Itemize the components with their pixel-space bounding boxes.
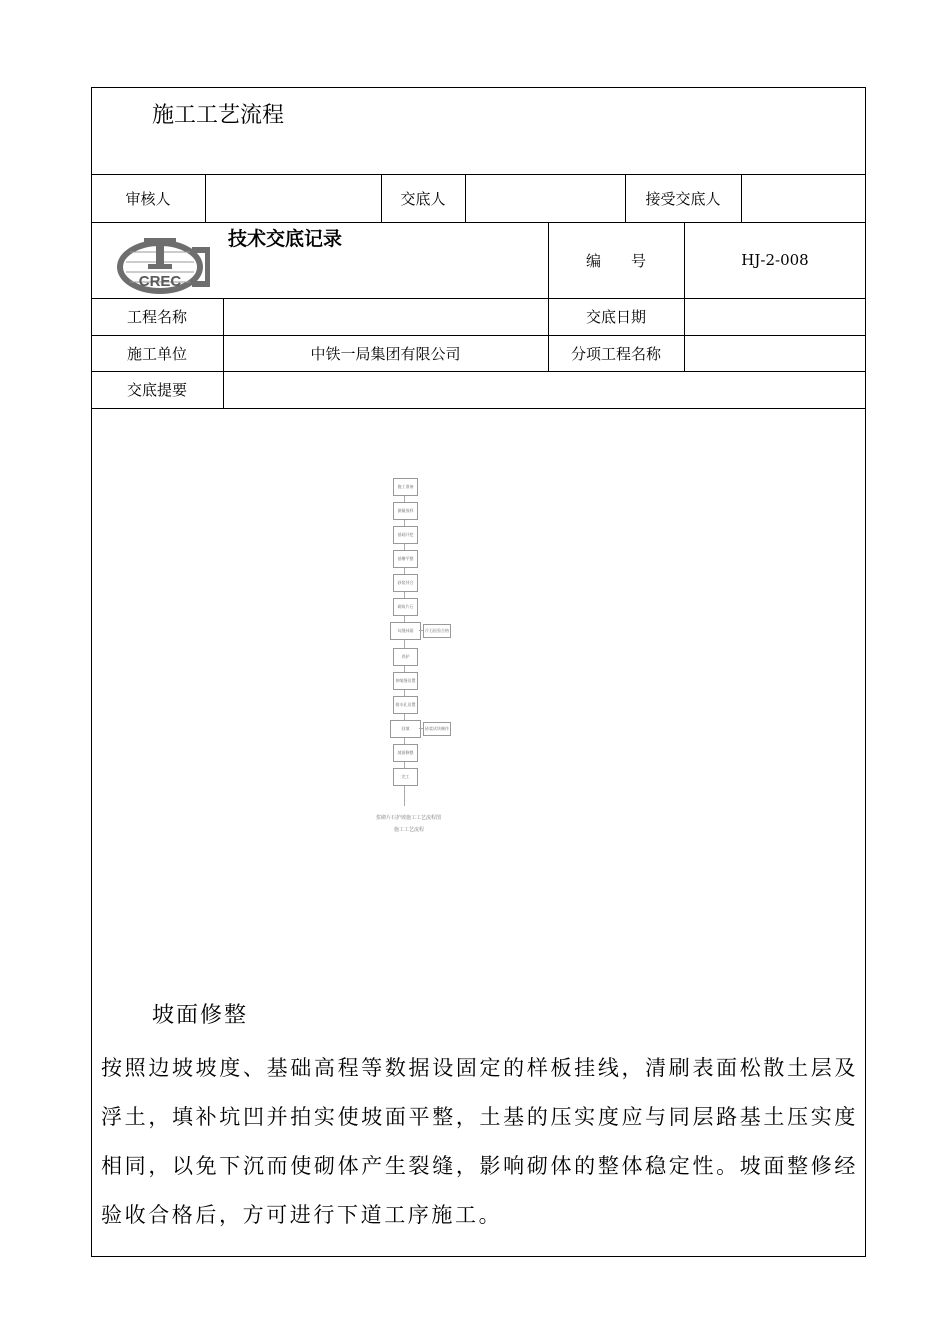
reviewer-label: 审核人 [125,189,171,208]
discloser-field[interactable] [465,174,625,222]
subproject-label: 分项工程名称 [570,344,661,363]
flow-step: 砂浆拌合 [393,574,418,592]
flow-side-note: 片石检验合格 [423,624,451,638]
flow-step: 回填 [390,720,421,738]
flow-step: 基槽平整 [393,550,418,568]
crec-logo-icon [114,232,210,294]
flow-step: 排水孔设置 [393,696,418,714]
project-name-field[interactable] [223,298,548,335]
flow-step: 坡面修整 [393,744,418,762]
flow-step: 测量放样 [393,502,418,520]
project-name-label: 工程名称 [126,308,187,326]
crec-logo [114,232,210,294]
section-heading: 坡面修整 [152,1003,249,1028]
unit-value: 中铁一局集团有限公司 [310,344,461,363]
flow-step: 完工 [393,768,418,786]
receiver-field[interactable] [741,174,866,222]
section-paragraph: 按照边坡坡度、基础高程等数据设固定的样板挂线，清刷表面松散土层及浮土，填补坑凹并拍实使坡面平整，土基的压实度应与同层路基土压实度相同，以免下沉而使砌体产生裂缝，影响砌体的整体稳定性。坡面整修经验收合格后，方可进行下道工序施工。 [101,1056,858,1227]
flowchart-caption: 浆砌片石护坡施工工艺流程图 [376,815,442,821]
flow-step: 养护 [393,648,418,666]
flow-step: 施工准备 [393,478,418,496]
unit-label: 施工单位 [126,344,187,363]
summary-label: 交底提要 [126,381,187,399]
flow-step: 基础开挖 [393,526,418,544]
subproject-field[interactable] [684,335,866,371]
grid-line [91,408,866,409]
process-title: 施工工艺流程 [152,103,285,128]
flowchart-caption-sub: 施工工艺流程 [394,827,425,833]
flow-step: 砌筑片石 [393,598,418,616]
receiver-label: 接受交底人 [645,189,721,208]
flow-side-note: 砂浆试块制作 [423,722,451,736]
summary-field[interactable] [223,371,866,408]
flow-step: 伸缩缝设置 [393,672,418,690]
svg-text:CREC: CREC [138,273,182,290]
number-label: 编 号 [585,251,646,270]
date-label: 交底日期 [585,308,646,326]
discloser-label: 交底人 [400,189,446,208]
record-title: 技术交底记录 [228,228,343,250]
date-field[interactable] [684,298,866,335]
reviewer-field[interactable] [205,174,381,222]
number-value: HJ-2-008 [741,251,809,269]
flow-step: 勾缝抹面 [390,622,421,640]
